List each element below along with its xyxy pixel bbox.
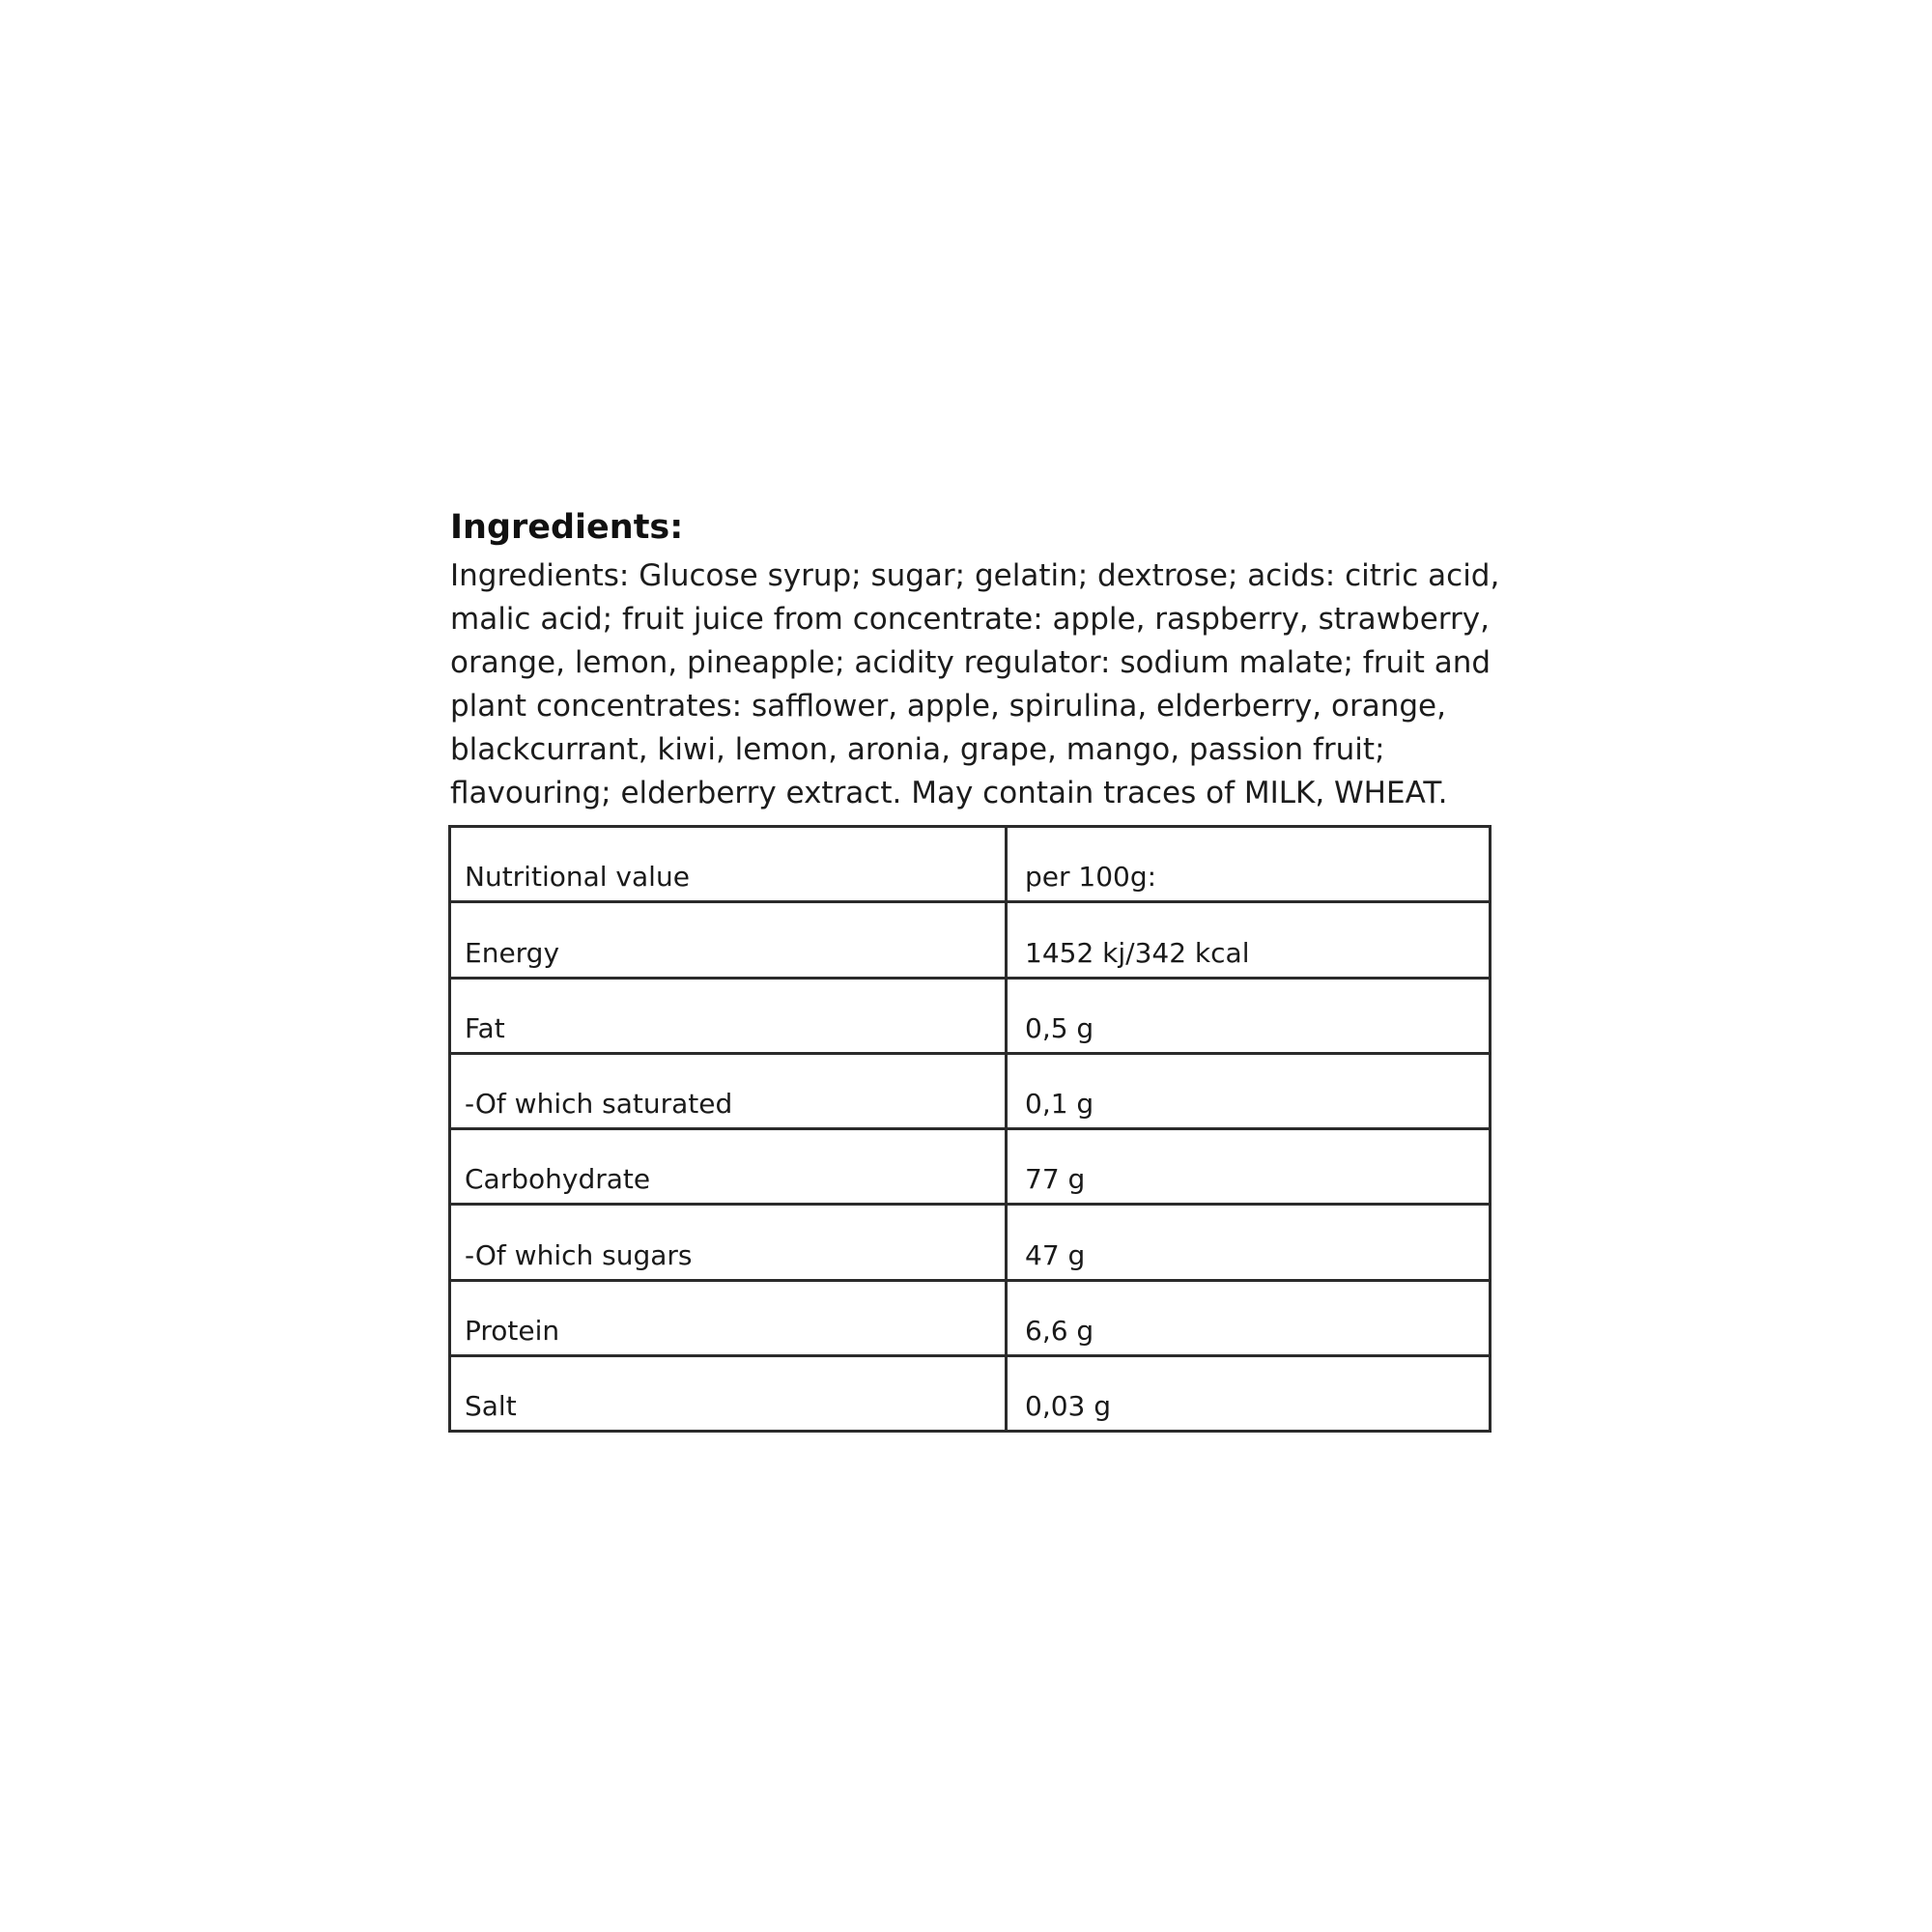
- nutrient-label: Protein: [450, 1280, 1007, 1355]
- nutrition-header-row: [450, 827, 1491, 902]
- ingredients-text: [450, 554, 1500, 815]
- nutrient-value: 6,6 g: [1007, 1280, 1491, 1355]
- ingredients-line: flavouring; elderberry extract. May contain traces of MILK, WHEAT.: [450, 776, 1448, 810]
- nutrient-label: Salt: [450, 1355, 1007, 1431]
- nutrient-value: 1452 kj/342 kcal: [1007, 902, 1491, 978]
- ingredients-line: plant concentrates: safflower, apple, spirulina, elderberry, orange,: [450, 689, 1446, 724]
- nutrition-header-label: Nutritional value: [450, 827, 1007, 902]
- nutrient-label: Carbohydrate: [450, 1129, 1007, 1205]
- nutrient-value: 0,5 g: [1007, 978, 1491, 1053]
- nutrition-row-fat: [450, 978, 1491, 1053]
- nutrition-header-value: per 100g:: [1007, 827, 1491, 902]
- ingredients-line: orange, lemon, pineapple; acidity regulator: sodium malate; fruit and: [450, 645, 1492, 680]
- nutrition-row-sugars: [450, 1205, 1491, 1280]
- ingredients-heading: Ingredients:: [450, 508, 684, 547]
- nutrition-row-protein: [450, 1280, 1491, 1355]
- nutrient-label: -Of which sugars: [450, 1205, 1007, 1280]
- nutrition-row-energy: [450, 902, 1491, 978]
- ingredients-line: blackcurrant, kiwi, lemon, aronia, grape, mango, passion fruit;: [450, 732, 1385, 767]
- nutrition-row-saturated: [450, 1053, 1491, 1128]
- ingredients-line: malic acid; fruit juice from concentrate: apple, raspberry, strawberry,: [450, 602, 1490, 637]
- nutrient-label: Fat: [450, 978, 1007, 1053]
- ingredients-section: [450, 500, 1513, 815]
- nutrition-row-salt: [450, 1355, 1491, 1431]
- nutrient-value: 0,03 g: [1007, 1355, 1491, 1431]
- nutrient-value: 0,1 g: [1007, 1053, 1491, 1128]
- nutrition-table: [448, 825, 1492, 1433]
- nutrient-label: Energy: [450, 902, 1007, 978]
- nutrient-value: 47 g: [1007, 1205, 1491, 1280]
- ingredients-line: Ingredients: Glucose syrup; sugar; gelatin; dextrose; acids: citric acid,: [450, 558, 1500, 593]
- nutrition-row-carbohydrate: [450, 1129, 1491, 1205]
- nutrient-label: -Of which saturated: [450, 1053, 1007, 1128]
- nutrient-value: 77 g: [1007, 1129, 1491, 1205]
